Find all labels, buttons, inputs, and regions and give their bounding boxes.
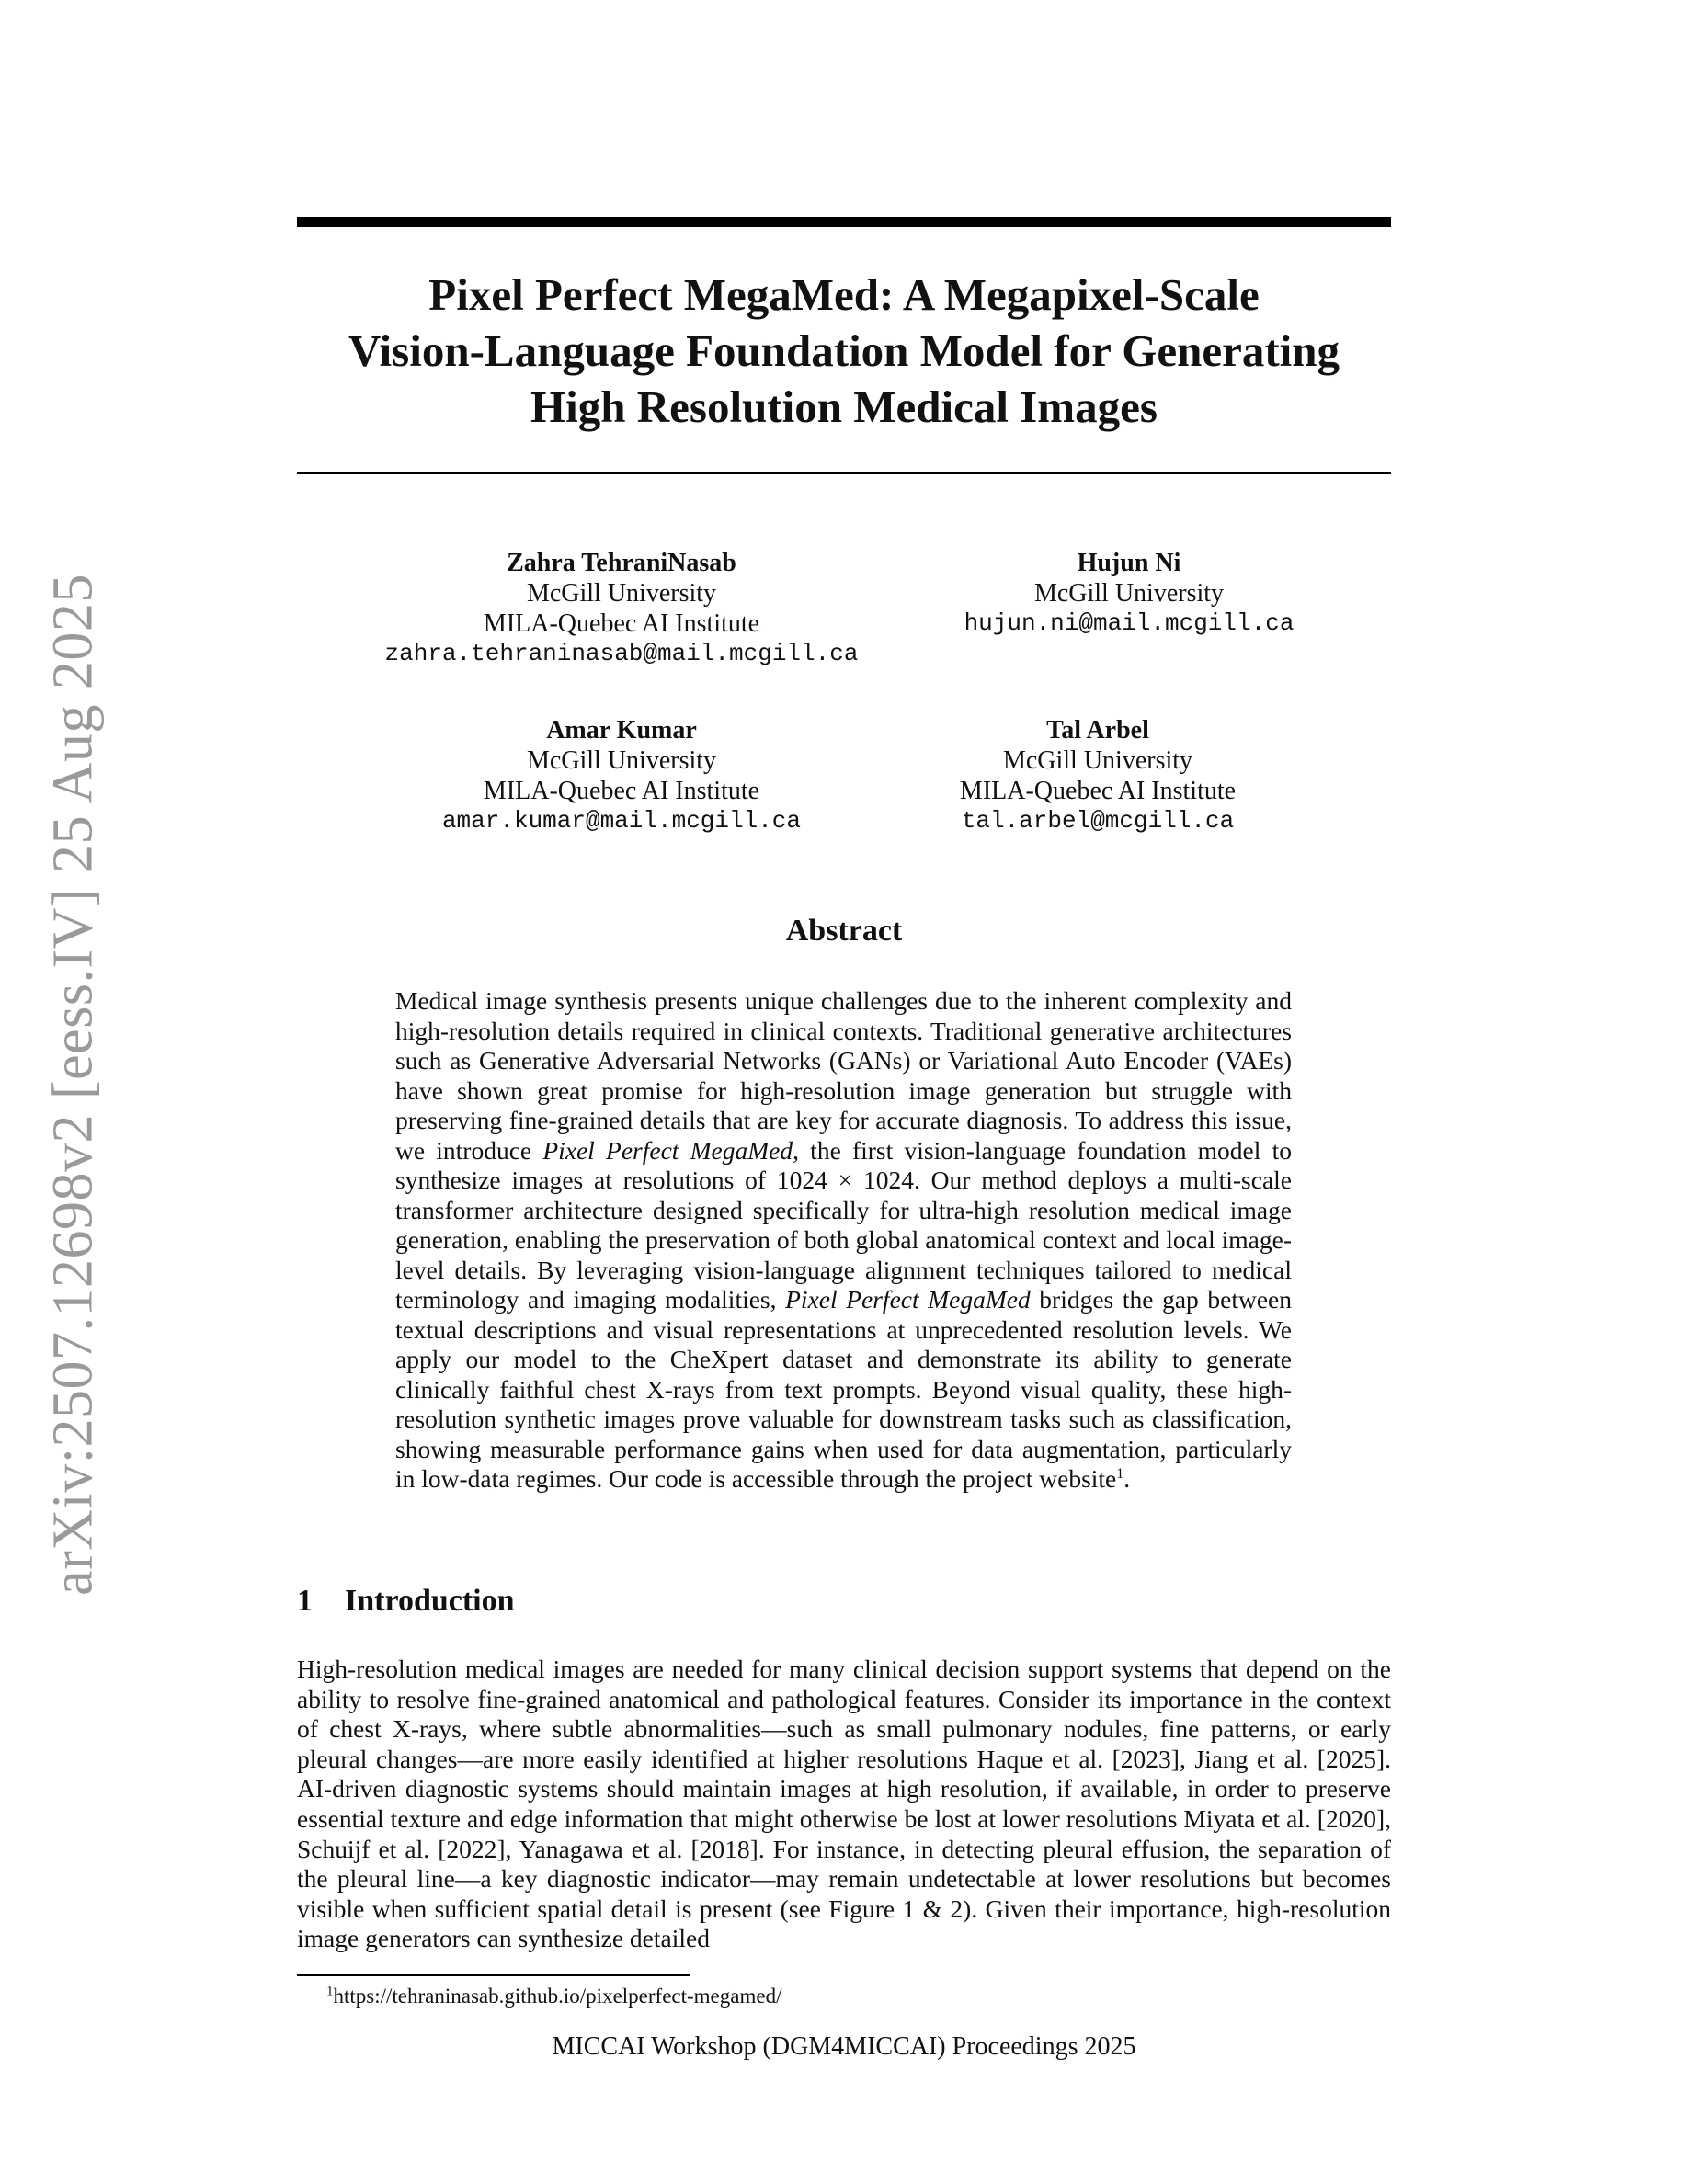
arxiv-stamp-text: arXiv:2507.12698v2 [eess.IV] 25 Aug 2025 — [41, 574, 105, 1596]
venue-footer: MICCAI Workshop (DGM4MICCAI) Proceedings 2025 — [552, 2032, 1136, 2061]
author-email[interactable]: tal.arbel@mcgill.ca — [961, 807, 1235, 835]
abstract-body — [395, 986, 1292, 1495]
abstract-text: bridges the gap between textual descriptions and visual representations at unprecedented resolution levels. We apply our model to the CheXpert dataset and demonstrate its ability to generate clinically faithful chest X-rays from text prompts. Beyond visual quality, these high-resolution synthetic images prove valuable for downstream tasks such as classification, showing measurable performance gains when used for data augmentation, particularly in low-data regimes. Our code is accessible through the project website — [395, 1285, 1292, 1493]
author-block-2 — [844, 548, 1414, 639]
title-line-2: Vision-Language Foundation Model for Generating — [348, 325, 1340, 376]
footnote-marker[interactable]: 1 — [1116, 1465, 1124, 1482]
author-name: Tal Arbel — [1046, 716, 1149, 745]
footnote-rule — [297, 1974, 690, 1976]
title-rule-bottom — [297, 472, 1391, 474]
author-affiliation: MILA-Quebec AI Institute — [483, 609, 760, 638]
footnote-link[interactable]: https://tehraninasab.github.io/pixelperfect-megamed/ — [333, 1985, 782, 2008]
author-affiliation: McGill University — [526, 746, 717, 775]
author-affiliation: McGill University — [1002, 746, 1193, 775]
title-rule-top — [297, 217, 1391, 227]
paper-title — [297, 267, 1391, 435]
abstract-model-name: Pixel Perfect MegaMed — [542, 1135, 793, 1165]
author-email[interactable]: hujun.ni@mail.mcgill.ca — [964, 609, 1295, 637]
author-block-1 — [336, 548, 907, 669]
author-affiliation: McGill University — [526, 579, 717, 608]
author-email[interactable]: amar.kumar@mail.mcgill.ca — [441, 807, 802, 835]
introduction-paragraph: High-resolution medical images are needed for many clinical decision support systems that depend on the ability to resolve fine-grained anatomical and pathological features. Consider its importance in the context of chest X-rays, where subtle abnormalities—such as small pulmonary nodules, fine patterns, or early pleural changes—are more easily identified at higher resolutions Haque et al. [2023], Jiang et al. [2025]. AI-driven diagnostic systems should maintain images at high resolution, if available, in order to preserve essential texture and edge information that might otherwise be lost at lower resolutions Miyata et al. [2020], Schuijf et al. [2022], Yanagawa et al. [2018]. For instance, in detecting pleural effusion, the separation of the pleural line—a key diagnostic indicator—may remain undetectable at lower resolutions but becomes visible when sufficient spatial detail is present (see Figure 1 & 2). Given their importance, high-resolution image generators can synthesize detailed — [297, 1655, 1391, 1953]
author-affiliation: McGill University — [1033, 579, 1225, 608]
author-email[interactable]: zahra.tehraninasab@mail.mcgill.ca — [384, 640, 859, 667]
author-name: Hujun Ni — [1077, 549, 1181, 577]
author-block-4 — [813, 715, 1383, 836]
footnote-mark: 1 — [326, 1984, 334, 1999]
section-number: 1 — [297, 1584, 313, 1618]
abstract-text: . — [1123, 1464, 1131, 1493]
author-affiliation: MILA-Quebec AI Institute — [959, 777, 1237, 805]
abstract-heading: Abstract — [785, 914, 903, 948]
title-line-1: Pixel Perfect MegaMed: A Megapixel-Scale — [428, 269, 1260, 320]
abstract-paragraph — [395, 986, 1292, 1495]
section-heading — [297, 1583, 515, 1620]
author-affiliation: MILA-Quebec AI Institute — [483, 777, 760, 805]
arxiv-stamp — [41, 574, 110, 1596]
section-title: Introduction — [345, 1584, 515, 1618]
author-name: Zahra TehraniNasab — [507, 549, 736, 577]
abstract-text: , the first vision-language foundation model to synthesize images at resolutions of 1024 × 1024. Our method deploys a multi-scale transformer architecture designed specifically for ultra-high resolution medical image generation, enabling the preservation of both global anatomical context and local image-level details. By leveraging vision-language alignment techniques tailored to medical terminology and imaging modalities, — [395, 1135, 1292, 1314]
footnote — [326, 1984, 781, 2009]
title-line-3: High Resolution Medical Images — [530, 381, 1158, 432]
introduction-body — [297, 1655, 1391, 1954]
author-name: Amar Kumar — [546, 716, 697, 745]
abstract-model-name: Pixel Perfect MegaMed — [785, 1285, 1031, 1314]
abstract-text: Medical image synthesis presents unique challenges due to the inherent complexity and high-resolution details required in clinical contexts. Traditional generative architectures such as Generative Adversarial Networks (GANs) or Variational Auto Encoder (VAEs) have shown great promise for high-resolution image generation but struggle with preserving fine-grained details that are key for accurate diagnosis. To address this issue, we introduce — [395, 986, 1292, 1165]
